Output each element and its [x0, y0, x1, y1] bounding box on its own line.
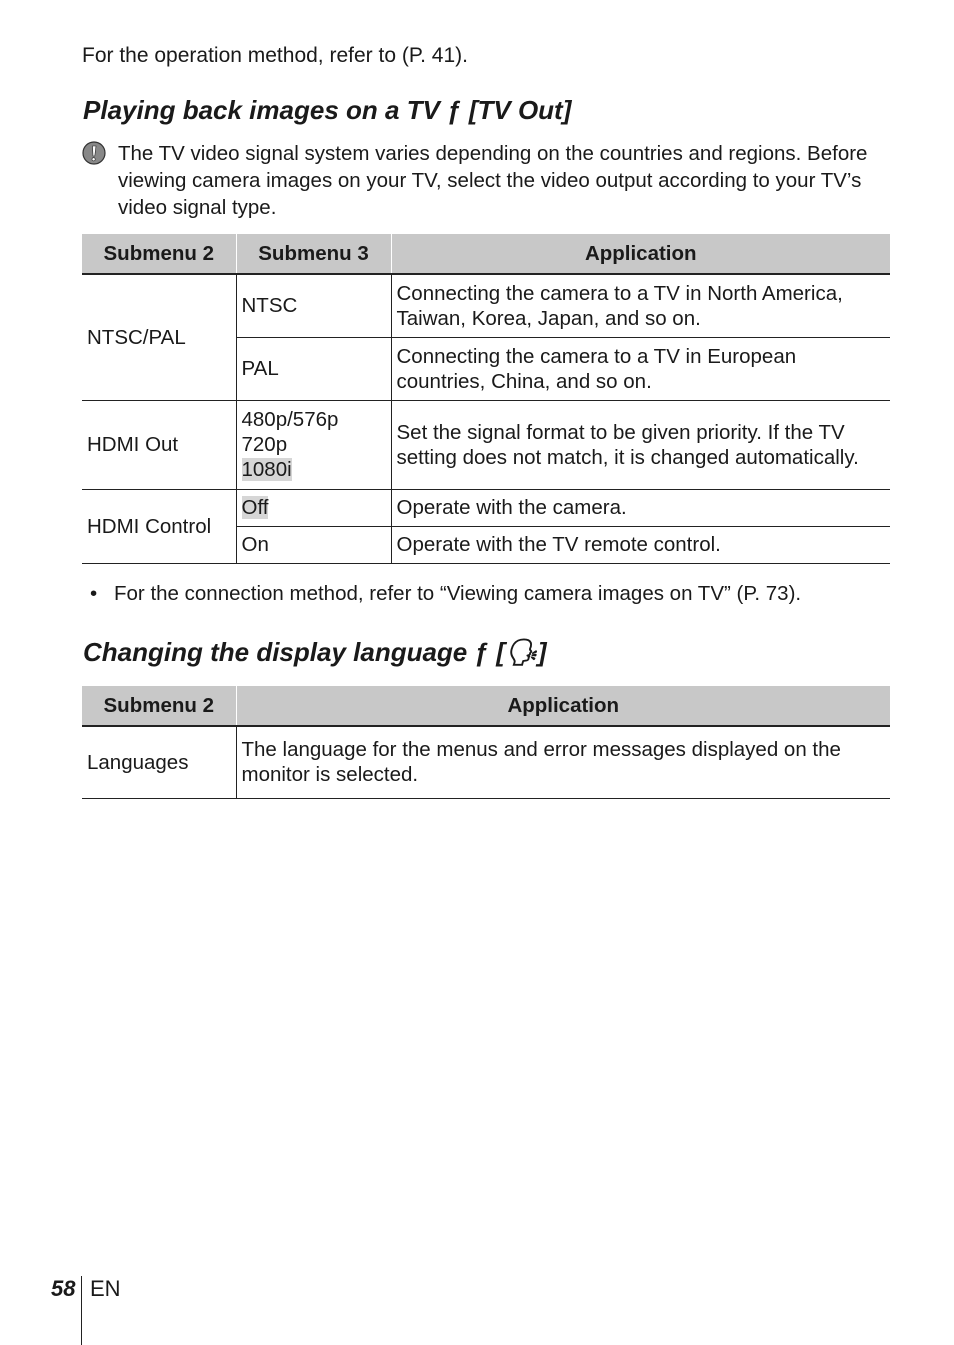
header-submenu-3: Submenu 3 — [236, 234, 391, 274]
caution-note — [82, 140, 892, 221]
section-title-display-language — [83, 637, 547, 668]
table-row — [82, 400, 890, 489]
caution-text: The TV video signal system varies depending on the countries and regions. Before viewing camera images on your TV, select the video output according to your TV’s video signal type. — [118, 142, 868, 219]
header-submenu-2: Submenu 2 — [82, 234, 236, 274]
option-480p-576p: 480p/576p — [241, 408, 339, 431]
exclamation-icon — [82, 141, 106, 165]
cell-submenu-2: HDMI Control — [82, 489, 236, 563]
table-header-row — [82, 234, 890, 274]
section-title-prefix: Playing back images on a TV — [83, 95, 440, 125]
language-code: EN — [90, 1276, 121, 1301]
footer-divider — [81, 1276, 82, 1345]
table-row — [82, 489, 890, 526]
bullet-note — [90, 582, 801, 606]
cell-submenu-3: On — [236, 526, 391, 563]
cell-submenu-2: NTSC/PAL — [82, 274, 236, 400]
section-title-tv-out — [83, 95, 571, 126]
page-number: 58 — [51, 1276, 76, 1301]
bullet-dot: • — [90, 582, 98, 605]
cell-application: Connecting the camera to a TV in North America, Taiwan, Korea, Japan, and so on. — [391, 274, 890, 337]
table-header-row — [82, 686, 890, 726]
setup-menu-icon: ƒ — [447, 95, 462, 125]
cell-application: Set the signal format to be given priority. If the TV setting does not match, it is changed automatically. — [391, 400, 890, 489]
cell-application: The language for the menus and error messages displayed on the monitor is selected. — [236, 726, 890, 798]
header-application: Application — [391, 234, 890, 274]
cell-application: Connecting the camera to a TV in European countries, China, and so on. — [391, 337, 890, 400]
cell-application: Operate with the camera. — [391, 489, 890, 526]
section-title-prefix: Changing the display language — [83, 637, 468, 667]
option-1080i-default: 1080i — [241, 458, 292, 481]
section-title-suffix: [TV Out] — [468, 95, 572, 125]
section-title-suffix: [🗣] — [496, 637, 547, 667]
setup-menu-icon: ƒ — [474, 637, 489, 667]
bullet-text: For the connection method, refer to “Viewing camera images on TV” (P. 73). — [114, 582, 802, 605]
option-720p: 720p — [241, 433, 288, 456]
table-row — [82, 726, 890, 798]
option-off-default: Off — [241, 496, 269, 519]
cell-submenu-2: HDMI Out — [82, 400, 236, 489]
table-row — [82, 274, 890, 337]
cell-submenu-3: NTSC — [236, 274, 391, 337]
cell-submenu-2: Languages — [82, 726, 236, 798]
intro-text: For the operation method, refer to (P. 41). — [82, 44, 468, 67]
cell-submenu-3 — [236, 489, 391, 526]
cell-application: Operate with the TV remote control. — [391, 526, 890, 563]
cell-submenu-3: PAL — [236, 337, 391, 400]
header-submenu-2: Submenu 2 — [82, 686, 236, 726]
tv-out-table — [82, 234, 890, 564]
header-application: Application — [236, 686, 890, 726]
language-table — [82, 686, 890, 799]
cell-submenu-3-options — [236, 400, 391, 489]
